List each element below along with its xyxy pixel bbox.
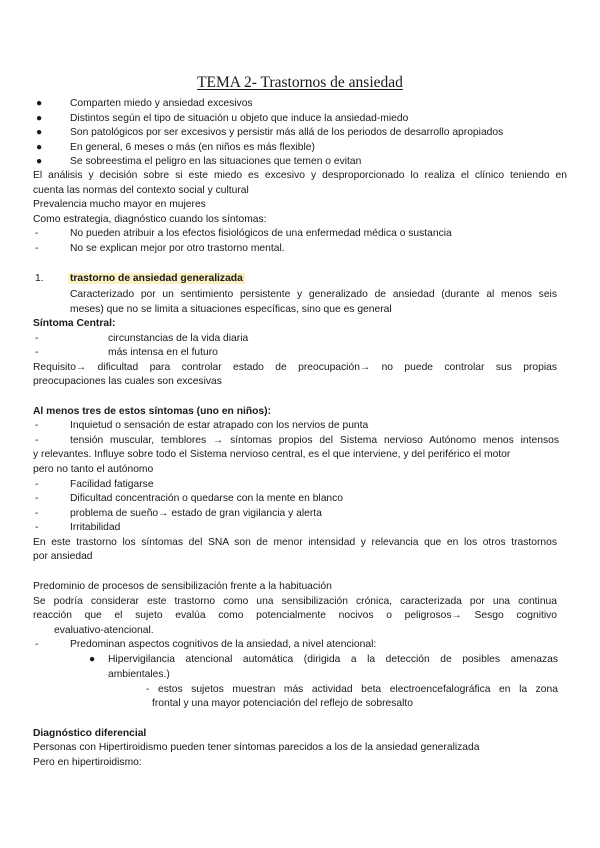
intro-bullet-5: Se sobreestima el peligro en las situaciones que temen o evitan bbox=[70, 156, 362, 167]
dash-marker: - bbox=[35, 333, 39, 344]
symptom-item-4: Dificultad concentración o quedarse con la mente en blanco bbox=[70, 493, 344, 504]
differential-heading: Diagnóstico diferencial bbox=[33, 728, 147, 739]
dash-marker: - bbox=[35, 420, 39, 431]
bullet-icon: ● bbox=[36, 156, 43, 167]
bullet-icon: ● bbox=[36, 142, 43, 153]
sensitization-dash-item: Predominan aspectos cognitivos de la ansiedad, a nivel atencional: bbox=[70, 639, 377, 650]
prevalence-text: Prevalencia mucho mayor en mujeres bbox=[33, 199, 206, 210]
bullet-icon: ● bbox=[36, 127, 43, 138]
dash-marker: - bbox=[35, 228, 39, 239]
eeg-line-2: frontal y una mayor potenciación del reflejo de sobresalto bbox=[152, 698, 414, 709]
eeg-line-1: - estos sujetos muestran más actividad beta electroencefalográfica en la zona bbox=[146, 684, 558, 695]
dash-marker: - bbox=[35, 493, 39, 504]
symptom-item-2-line-2: y relevantes. Influye sobre todo el Sistema nervioso central, es el que interviene, y del periférico el motor bbox=[33, 449, 511, 460]
intro-bullet-1: Comparten miedo y ansiedad excesivos bbox=[70, 98, 253, 109]
strategy-text: Como estrategia, diagnóstico cuando los síntomas: bbox=[33, 214, 267, 225]
bullet-icon: ● bbox=[36, 98, 43, 109]
central-item-2: más intensa en el futuro bbox=[108, 347, 218, 358]
requisito-line-2: preocupaciones las cuales son excesivas bbox=[33, 376, 222, 387]
section-desc-line-2: meses) que no se limita a situaciones específicas, sino que es general bbox=[70, 304, 392, 315]
dash-marker: - bbox=[35, 639, 39, 650]
symptom-item-5: problema de sueño→ estado de gran vigilancia y alerta bbox=[70, 508, 322, 519]
document-title: TEMA 2- Trastornos de ansiedad bbox=[197, 74, 403, 91]
bullet-icon: ● bbox=[89, 654, 96, 665]
dash-marker: - bbox=[35, 243, 39, 254]
central-item-1: circunstancias de la vida diaria bbox=[108, 333, 249, 344]
dash-marker: - bbox=[35, 479, 39, 490]
strategy-item-2: No se explican mejor por otro trastorno mental. bbox=[70, 243, 285, 254]
hypervigilance-line-1: Hipervigilancia atencional automática (dirigida a la detección de posibles amenazas bbox=[108, 654, 558, 665]
symptom-item-6: Irritabilidad bbox=[70, 522, 121, 533]
dash-marker: - bbox=[35, 347, 39, 358]
symptom-item-2-line-3: pero no tanto el autónomo bbox=[33, 464, 154, 475]
requisito-line-1: Requisito→ dificultad para controlar estado de preocupación→ no puede controlar sus propias bbox=[33, 362, 557, 373]
strategy-item-1: No pueden atribuir a los efectos fisiológicos de una enfermedad médica o sustancia bbox=[70, 228, 452, 239]
symptom-item-3: Facilidad fatigarse bbox=[70, 479, 154, 490]
bullet-icon: ● bbox=[36, 113, 43, 124]
sensitization-para-2: reacción que el sujeto evalúa como potencialmente nocivos o peligrosos→ Sesgo cognitivo bbox=[33, 610, 557, 621]
section-heading bbox=[68, 272, 245, 287]
intro-bullet-3: Son patológicos por ser excesivos y persistir más allá de los periodos de desarrollo apropiados bbox=[70, 127, 504, 138]
sensitization-line: Predominio de procesos de sensibilización frente a la habituación bbox=[33, 581, 332, 592]
intro-bullet-4: En general, 6 meses o más (en niños es más flexible) bbox=[70, 142, 315, 153]
symptom-item-1: Inquietud o sensación de estar atrapado con los nervios de punta bbox=[70, 420, 369, 431]
sna-note-line-2: por ansiedad bbox=[33, 551, 93, 562]
sensitization-para-1: Se podría considerar este trastorno como una sensibilización crónica, caracterizada por una continua bbox=[33, 596, 557, 607]
section-number: 1. bbox=[35, 273, 44, 284]
differential-line-1: Personas con Hipertiroidismo pueden tener síntomas parecidos a los de la ansiedad generalizada bbox=[33, 742, 480, 753]
symptom-item-2-line-1: tensión muscular, temblores → síntomas propios del Sistema nervioso Autónomo menos intensos bbox=[70, 435, 559, 446]
sensitization-para-3: evaluativo-atencional. bbox=[54, 625, 154, 636]
dash-marker: - bbox=[35, 522, 39, 533]
dash-marker: - bbox=[35, 435, 39, 446]
dash-marker: - bbox=[35, 508, 39, 519]
analysis-line-2: cuenta las normas del contexto social y cultural bbox=[33, 185, 249, 196]
differential-line-2: Pero en hipertiroidismo: bbox=[33, 757, 142, 768]
section-heading-highlight: trastorno de ansiedad generalizada bbox=[70, 273, 243, 284]
hypervigilance-line-2: ambientales.) bbox=[108, 669, 170, 680]
sna-note-line-1: En este trastorno los síntomas del SNA son de menor intensidad y relevancia que en los otros trastornos bbox=[33, 537, 557, 548]
symptoms-heading: Al menos tres de estos síntomas (uno en niños): bbox=[33, 406, 272, 417]
central-heading: Síntoma Central: bbox=[33, 318, 116, 329]
section-desc-line-1: Caracterizado por un sentimiento persistente y generalizado de ansiedad (durante al menos seis bbox=[70, 289, 557, 300]
analysis-line-1: El análisis y decisión sobre si este miedo es excesivo y desproporcionado lo realiza el clínico teniendo en bbox=[33, 170, 567, 181]
intro-bullet-2: Distintos según el tipo de situación u objeto que induce la ansiedad-miedo bbox=[70, 113, 409, 124]
